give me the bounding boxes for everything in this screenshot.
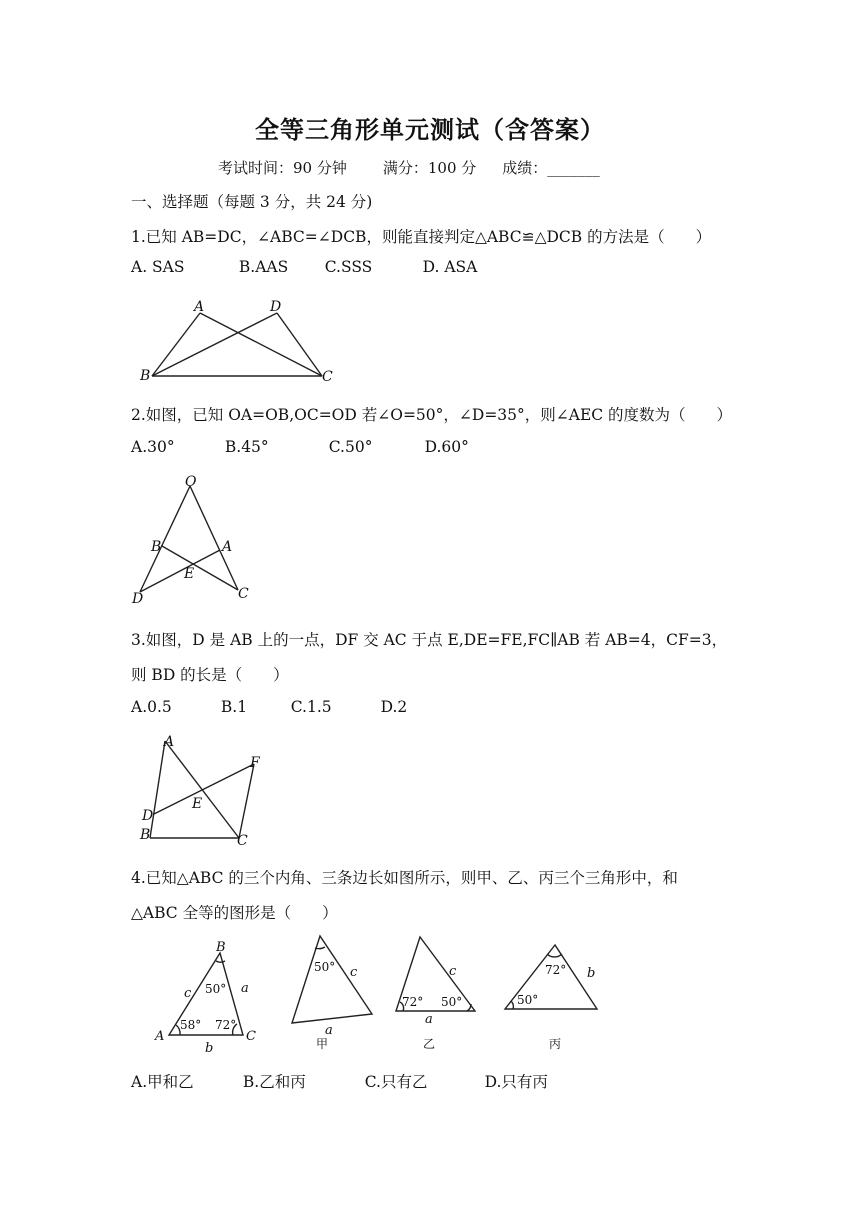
q4-option-c: C.只有乙: [364, 1073, 428, 1091]
q3-option-a: A.0.5: [131, 698, 172, 716]
q1-option-c: C.SSS: [324, 258, 373, 276]
q4-bing-angle-50: 50°: [517, 993, 539, 1007]
q4-jia-label: 甲: [316, 1037, 329, 1051]
exam-time: 考试时间：90 分钟: [218, 159, 347, 177]
q2-option-c: C.50°: [328, 438, 373, 456]
q4-jia-angle: 50°: [314, 960, 336, 974]
question-3-stem-line1: 3.如图，D 是 AB 上的一点，DF 交 AC 于点 E,DE=FE,FC∥AB 若 AB=4，CF=3，: [131, 631, 728, 649]
exam-score: 满分：100 分: [382, 159, 477, 177]
q1-label-b: B: [140, 368, 151, 384]
q2-label-e: E: [184, 566, 195, 582]
q1-label-c: C: [322, 369, 333, 385]
q1-label-a: A: [194, 299, 205, 315]
q4-abc-label-c: C: [246, 1029, 256, 1044]
q4-abc-angle-b: 50°: [205, 982, 227, 996]
q4-jia-side-a: a: [325, 1023, 333, 1038]
q1-option-b: B.AAS: [238, 258, 289, 276]
q4-bing-side-b: b: [587, 966, 596, 981]
q4-yi-side-c: c: [449, 964, 457, 979]
q4-yi-angle-50: 50°: [441, 995, 463, 1009]
question-4-figure: [145, 930, 615, 1060]
exam-meta: [218, 157, 600, 178]
q4-option-d: D.只有丙: [484, 1073, 548, 1091]
q4-abc-side-c: c: [184, 986, 192, 1001]
q4-abc-side-a: a: [241, 981, 249, 996]
q1-option-a: A. SAS: [131, 258, 185, 276]
question-2-figure: [128, 472, 268, 607]
q3-label-a: A: [164, 734, 175, 750]
q2-label-o: O: [185, 474, 197, 490]
q3-label-f: F: [250, 755, 260, 771]
q3-label-d: D: [142, 808, 154, 824]
question-3-figure: [130, 728, 280, 848]
q4-yi-angle-72: 72°: [402, 995, 424, 1009]
q4-abc-label-b: B: [216, 940, 226, 955]
q4-option-b: B.乙和丙: [242, 1073, 306, 1091]
q3-label-e: E: [192, 796, 203, 812]
q4-yi-side-a: a: [425, 1012, 433, 1027]
q3-option-b: B.1: [220, 698, 248, 716]
question-3-stem-line2: 则 BD 的长是（ ）: [131, 666, 289, 684]
q4-bing-angle-72: 72°: [545, 963, 567, 977]
q4-jia-side-c: c: [350, 965, 358, 980]
q4-abc-angle-c: 72°: [215, 1018, 237, 1032]
q4-bing-label: 丙: [549, 1037, 562, 1051]
q3-label-c: C: [237, 833, 248, 849]
q3-label-b: B: [140, 827, 151, 843]
q1-label-d: D: [270, 299, 282, 315]
question-4-options: [131, 1070, 565, 1092]
q2-label-c: C: [238, 586, 249, 602]
q2-option-a: A.30°: [131, 438, 175, 456]
question-3-options: [131, 698, 421, 716]
q2-label-d: D: [132, 591, 144, 607]
question-1-stem: 1.已知 AB=DC，∠ABC=∠DCB，则能直接判定△ABC≌△DCB 的方法是（ ）: [131, 228, 712, 246]
question-1-options: [131, 258, 481, 276]
page-title: 全等三角形单元测试（含答案）: [255, 115, 605, 144]
q2-label-a: A: [222, 539, 233, 555]
question-2-stem: 2.如图，已知 OA=OB,OC=OD 若∠O=50°，∠D=35°，则∠AEC 的度数为（ ）: [131, 406, 733, 424]
question-1-figure: [130, 290, 350, 390]
question-4-stem-line2: △ABC 全等的图形是（ ）: [131, 904, 338, 922]
q4-yi-label: 乙: [423, 1037, 436, 1051]
q1-option-d: D. ASA: [422, 258, 478, 276]
section-heading: 一、选择题（每题 3 分，共 24 分): [131, 193, 373, 211]
q3-option-c: C.1.5: [290, 698, 332, 716]
q2-option-b: B.45°: [224, 438, 269, 456]
q2-option-d: D.60°: [424, 438, 469, 456]
q4-abc-label-a: A: [155, 1029, 165, 1044]
q4-abc-angle-a: 58°: [180, 1018, 202, 1032]
q3-option-d: D.2: [380, 698, 408, 716]
question-4-stem-line1: 4.已知△ABC 的三个内角、三条边长如图所示，则甲、乙、丙三个三角形中，和: [131, 869, 678, 887]
q4-option-a: A.甲和乙: [131, 1073, 194, 1091]
q2-label-b: B: [151, 539, 162, 555]
question-2-options: [131, 438, 481, 456]
q4-abc-side-b: b: [205, 1041, 214, 1056]
exam-grade: 成绩：_______: [502, 159, 600, 177]
